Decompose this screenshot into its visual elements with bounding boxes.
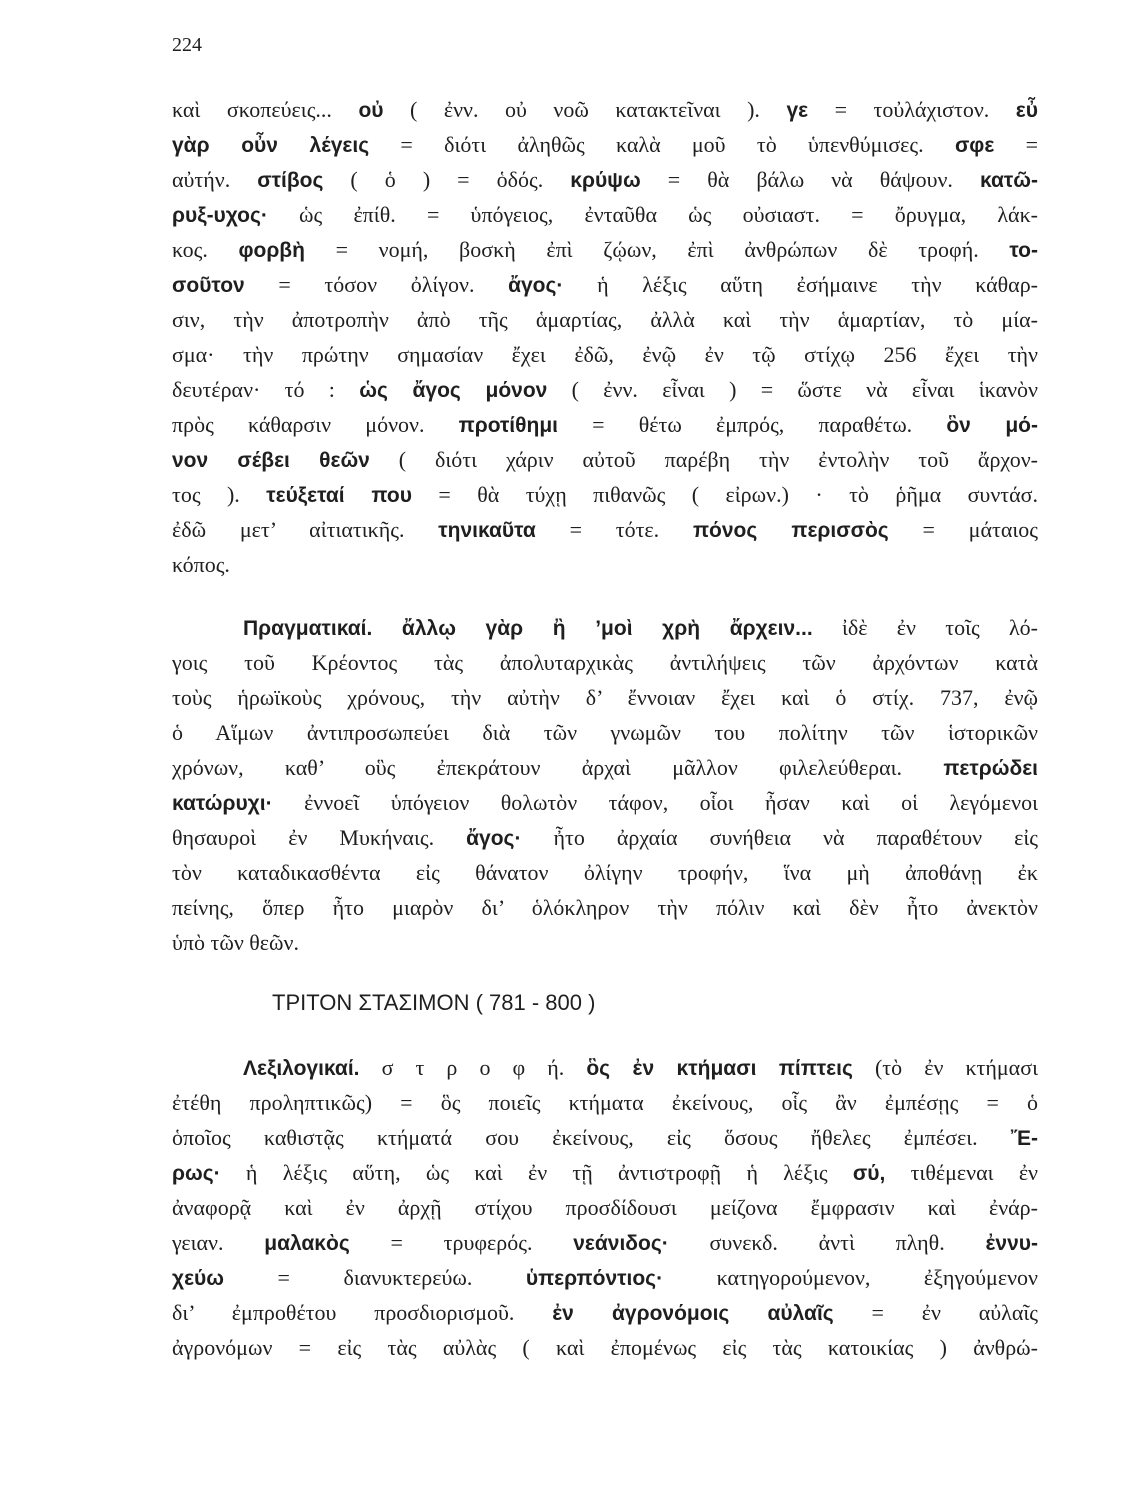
text-run: ἰδὲ ἐν τοῖς λό-: [812, 615, 1038, 640]
text-line: [172, 1190, 1038, 1225]
text-run: ὁ Αἵμων ἀντιπροσωπεύει διὰ τῶν γνωμῶν του πολίτην τῶν ἱστορικῶν: [172, 720, 1038, 745]
text-run: ( διότι χάριν αὐτοῦ παρέβη τὴν ἐντολὴν τοῦ ἄρχον-: [369, 447, 1038, 472]
text-run: = τόσον ὀλίγον.: [244, 272, 509, 297]
bold-term: γε: [786, 99, 809, 122]
text-run: = τότε.: [535, 517, 693, 542]
text-run: = διότι ἀληθῶς καλὰ μοῦ τὸ ὑπενθύμισες.: [369, 132, 955, 157]
bold-term: σύ,: [852, 1162, 886, 1185]
text-run: θησαυροὶ ἐν Μυκήναις.: [172, 825, 467, 850]
bold-term: πετρώδει: [943, 757, 1038, 780]
text-line: [172, 1155, 1038, 1190]
text-line: [172, 197, 1038, 232]
bold-term: τεύξεταί που: [266, 484, 412, 507]
bold-term: στίβος: [257, 169, 324, 192]
text-run: σιν, τὴν ἀποτροπὴν ἀπὸ τῆς ἁμαρτίας, ἀλλὰ καὶ τὴν ἁμαρτίαν, τὸ μία-: [172, 307, 1038, 332]
text-run: πρὸς κάθαρσιν μόνον.: [172, 412, 459, 437]
bold-term: νον σέβει θεῶν: [172, 449, 370, 472]
bold-term: Πραγματικαί. ἄλλῳ γὰρ ἢ ’μοὶ χρὴ ἄρχειν...: [243, 617, 813, 640]
bold-term: προτίθημι: [458, 414, 559, 437]
text-run: = τρυφερός.: [349, 1230, 574, 1255]
paragraph-commentary-continued: [172, 92, 1038, 582]
text-line: [172, 372, 1038, 407]
text-run: =: [994, 132, 1038, 157]
bold-term: Λεξιλογικαί.: [243, 1057, 360, 1080]
text-run: ὡς ἐπίθ. = ὑπόγειος, ἐνταῦθα ὡς οὐσιαστ. = ὄρυγμα, λάκ-: [267, 202, 1038, 227]
bold-term: ἄγος·: [508, 274, 564, 297]
text-line: [172, 512, 1038, 547]
text-line: [172, 1050, 1038, 1085]
text-line: [172, 1295, 1038, 1330]
text-line: [172, 1330, 1038, 1365]
text-line: [172, 645, 1038, 680]
bold-term: μαλακὸς: [264, 1232, 350, 1255]
bold-term: ὃν μό-: [946, 414, 1038, 437]
bold-term: ὡς ἄγος μόνον: [359, 379, 548, 402]
bold-term: Ἔ-: [1010, 1127, 1038, 1150]
text-line: [172, 820, 1038, 855]
text-run: = νομή, βοσκὴ ἐπὶ ζῴων, ἐπὶ ἀνθρώπων δὲ τροφή.: [304, 237, 1010, 262]
text-run: ὑπὸ τῶν θεῶν.: [172, 930, 299, 955]
page-number: 224: [172, 34, 202, 56]
text-run: δευτέραν· τό :: [172, 377, 360, 402]
text-line: [172, 1225, 1038, 1260]
text-run: ἡ λέξις αὕτη, ὡς καὶ ἐν τῇ ἀντιστροφῇ ἡ λέξις: [220, 1160, 853, 1185]
text-line: [172, 302, 1038, 337]
text-run: = τοὐλάχιστον.: [808, 97, 1016, 122]
text-line: [172, 162, 1038, 197]
text-line: [172, 610, 1038, 645]
text-run: γοις τοῦ Κρέοντος τὰς ἀπολυταρχικὰς ἀντιλήψεις τῶν ἀρχόντων κατὰ: [172, 650, 1038, 675]
bold-term: πόνος περισσὸς: [692, 519, 889, 542]
text-line: [172, 680, 1038, 715]
text-line: [172, 855, 1038, 890]
text-run: δι’ ἐμπροθέτου προσδιορισμοῦ.: [172, 1300, 553, 1325]
bold-term: χεύω: [172, 1267, 225, 1290]
text-run: = ἐν αὐλαῖς: [833, 1300, 1038, 1325]
text-run: = θὰ βάλω νὰ θάψουν.: [640, 167, 980, 192]
text-run: σ τ ρ ο φ ή.: [359, 1055, 587, 1080]
text-line: [172, 92, 1038, 127]
text-run: = θέτω ἐμπρός, παραθέτω.: [558, 412, 947, 437]
text-line: [172, 127, 1038, 162]
text-line: [172, 407, 1038, 442]
bold-term: ἐννυ-: [985, 1232, 1038, 1255]
text-run: κος.: [172, 237, 239, 262]
text-run: ἐτέθη προληπτικῶς) = ὃς ποιεῖς κτήματα ἐκείνους, οἷς ἂν ἐμπέσῃς = ὁ: [172, 1090, 1038, 1115]
text-line: [172, 337, 1038, 372]
bold-term: τηνικαῦτα: [438, 519, 536, 542]
bold-term: οὐ: [358, 99, 384, 122]
bold-term: το-: [1009, 239, 1038, 262]
section-heading: ΤΡΙΤΟΝ ΣΤΑΣΙΜΟΝ ( 781 - 800 ): [272, 990, 596, 1015]
text-line: [172, 1085, 1038, 1120]
text-line: [172, 232, 1038, 267]
bold-term: ἄγος·: [466, 827, 522, 850]
text-run: κόπος.: [172, 552, 230, 577]
text-run: αὐτήν.: [172, 167, 258, 192]
bold-term: εὖ: [1015, 99, 1038, 122]
text-run: καὶ σκοπεύεις...: [172, 97, 359, 122]
text-run: τος ).: [172, 482, 267, 507]
bold-term: ρως·: [172, 1162, 221, 1185]
bold-term: κατῶ-: [979, 169, 1038, 192]
text-run: = διανυκτερεύω.: [224, 1265, 526, 1290]
text-line: [172, 715, 1038, 750]
text-run: ἐδῶ μετ’ αἰτιατικῆς.: [172, 517, 439, 542]
text-line: [172, 1260, 1038, 1295]
page-body: [172, 92, 1038, 1365]
paragraph-pragmatikai: [172, 610, 1038, 960]
text-line: [172, 442, 1038, 477]
text-run: χρόνων, καθ’ οὓς ἐπεκράτουν ἀρχαὶ μᾶλλον φιλελεύθεραι.: [172, 755, 944, 780]
paragraph-lexilogikai: [172, 1050, 1038, 1365]
text-run: ( ἐνν. οὐ νοῶ κατακτεῖναι ).: [383, 97, 787, 122]
text-line: [172, 785, 1038, 820]
text-run: γειαν.: [172, 1230, 265, 1255]
text-line: [172, 267, 1038, 302]
bold-term: φορβὴ: [238, 239, 305, 262]
text-line: [172, 1120, 1038, 1155]
text-run: ἦτο ἀρχαία συνήθεια νὰ παραθέτουν εἰς: [521, 825, 1038, 850]
text-run: ἐννοεῖ ὑπόγειον θολωτὸν τάφον, οἷοι ἦσαν καὶ οἱ λεγόμενοι: [272, 790, 1038, 815]
bold-term: ὃς ἐν κτήμασι πίπτεις: [586, 1057, 853, 1080]
text-run: ( ἐνν. εἶναι ) = ὥστε νὰ εἶναι ἱκανὸν: [547, 377, 1038, 402]
bold-term: ὑπερπόντιος·: [525, 1267, 664, 1290]
text-run: ὁποῖος καθιστᾷς κτήματά σου ἐκείνους, εἰς ὅσους ἤθελες ἐμπέσει.: [172, 1125, 1011, 1150]
text-run: πείνης, ὅπερ ἦτο μιαρὸν δι’ ὁλόκληρον τὴν πόλιν καὶ δὲν ἦτο ἀνεκτὸν: [172, 895, 1038, 920]
text-run: τὸν καταδικασθέντα εἰς θάνατον ὀλίγην τροφήν, ἵνα μὴ ἀποθάνῃ ἐκ: [172, 860, 1038, 885]
text-run: σμα· τὴν πρώτην σημασίαν ἔχει ἐδῶ, ἐνῷ ἐν τῷ στίχῳ 256 ἔχει τὴν: [172, 342, 1038, 367]
bold-term: γὰρ οὖν λέγεις: [172, 134, 370, 157]
text-run: = θὰ τύχῃ πιθανῶς ( εἰρων.) · τὸ ῥῆμα συντάσ.: [411, 482, 1038, 507]
text-run: ἡ λέξις αὕτη ἐσήμαινε τὴν κάθαρ-: [563, 272, 1038, 297]
text-run: = μάταιος: [888, 517, 1038, 542]
bold-term: νεάνιδος·: [573, 1232, 669, 1255]
bold-term: σοῦτον: [172, 274, 245, 297]
text-line: [172, 750, 1038, 785]
text-run: κατηγορούμενον, ἐξηγούμενον: [663, 1265, 1038, 1290]
text-line: [172, 547, 1038, 582]
text-run: συνεκδ. ἀντὶ πληθ.: [668, 1230, 986, 1255]
text-line: [172, 890, 1038, 925]
text-run: ( ὁ ) = ὁδός.: [323, 167, 571, 192]
bold-term: κρύψω: [570, 169, 641, 192]
bold-term: ἐν ἀγρονόμοις αὐλαῖς: [552, 1302, 834, 1325]
text-line: [172, 477, 1038, 512]
text-run: ἀγρονόμων = εἰς τὰς αὐλὰς ( καὶ ἐπομένως εἰς τὰς κατοικίας ) ἀνθρώ-: [172, 1335, 1038, 1360]
bold-term: σφε: [954, 134, 995, 157]
bold-term: ρυξ-υχος·: [172, 204, 268, 227]
text-run: τοὺς ἡρωϊκοὺς χρόνους, τὴν αὐτὴν δ’ ἔννοιαν ἔχει καὶ ὁ στίχ. 737, ἐνῷ: [172, 685, 1038, 710]
text-run: τιθέμεναι ἐν: [885, 1160, 1038, 1185]
text-line: [172, 925, 1038, 960]
bold-term: κατώρυχι·: [172, 792, 273, 815]
text-run: ἀναφορᾷ καὶ ἐν ἀρχῇ στίχου προσδίδουσι μείζονα ἔμφρασιν καὶ ἐνάρ-: [172, 1195, 1038, 1220]
text-run: (τὸ ἐν κτήμασι: [852, 1055, 1038, 1080]
